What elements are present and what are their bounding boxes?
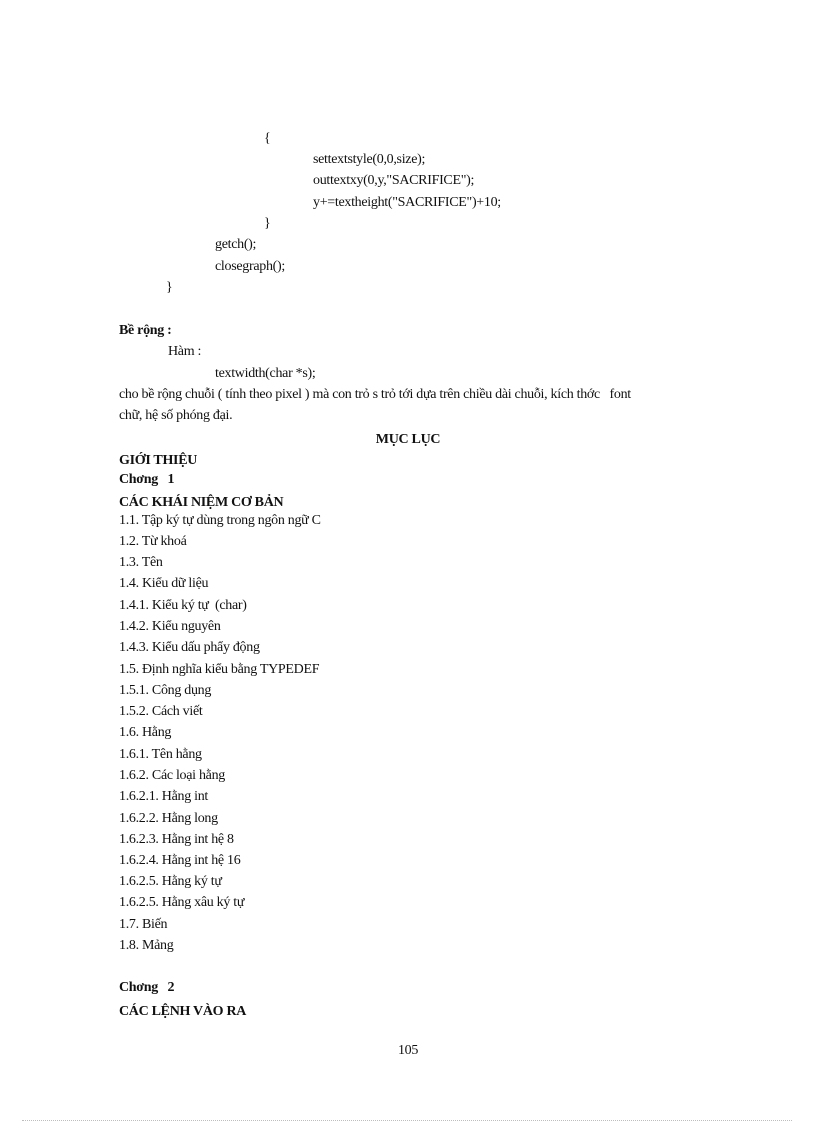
toc-item: 1.4.1. Kiểu ký tự (char) [119,598,247,613]
toc-item: 1.6.2.4. Hằng int hệ 16 [119,853,241,868]
code-line-closegraph: closegraph(); [215,259,285,274]
toc-item: 1.4. Kiểu dữ liệu [119,576,209,591]
toc-chapter2-title: CÁC LỆNH VÀO RA [119,1004,247,1019]
code-line-settextstyle: settextstyle(0,0,size); [313,152,426,167]
code-line-outtextxy: outtextxy(0,y,"SACRIFICE"); [313,173,475,188]
code-line-y-increment: y+=textheight("SACRIFICE")+10; [313,195,501,210]
toc-item: 1.8. Mảng [119,938,174,953]
description-line-1: cho bề rộng chuỗi ( tính theo pixel ) mà con trỏ s trỏ tới dựa trên chiều dài chuỗi, kích thớc font [119,387,631,402]
toc-item: 1.6.2.2. Hằng long [119,811,218,826]
code-open-brace: { [264,131,271,146]
footer-divider [22,1120,792,1121]
section-heading-width: Bề rộng : [119,323,172,338]
page-number: 105 [397,1043,419,1058]
toc-item: 1.5.1. Công dụng [119,683,212,698]
description-line-2: chữ, hệ số phóng đại. [119,408,233,423]
toc-chapter1-title: CÁC KHÁI NIỆM CƠ BẢN [119,495,284,510]
toc-chapter2-label: Chơng 2 [119,980,175,995]
toc-item: 1.6. Hằng [119,725,172,740]
toc-item: 1.6.2.5. Hằng xâu ký tự [119,895,245,910]
toc-item: 1.4.2. Kiểu nguyên [119,619,221,634]
toc-item: 1.6.1. Tên hằng [119,747,202,762]
code-line-getch: getch(); [215,237,257,252]
toc-item: 1.5.2. Cách viết [119,704,203,719]
toc-item: 1.6.2.3. Hằng int hệ 8 [119,832,234,847]
toc-item: 1.2. Từ khoá [119,534,187,549]
toc-item: 1.1. Tập ký tự dùng trong ngôn ngữ C [119,513,321,528]
code-close-brace-outer: } [166,280,173,295]
toc-item: 1.6.2. Các loại hằng [119,768,225,783]
toc-item: 1.6.2.5. Hằng ký tự [119,874,222,889]
toc-chapter1-label: Chơng 1 [119,472,175,487]
toc-intro: GIỚI THIỆU [119,453,198,468]
toc-item: 1.5. Định nghĩa kiểu bằng TYPEDEF [119,662,320,677]
code-close-brace-inner: } [264,216,271,231]
toc-item: 1.3. Tên [119,555,163,570]
toc-item: 1.6.2.1. Hằng int [119,789,209,804]
toc-title: MỤC LỤC [375,432,441,447]
toc-item: 1.4.3. Kiểu dấu phẩy động [119,640,260,655]
function-label: Hàm : [168,344,202,359]
toc-item: 1.7. Biến [119,917,168,932]
function-signature: textwidth(char *s); [215,366,316,381]
